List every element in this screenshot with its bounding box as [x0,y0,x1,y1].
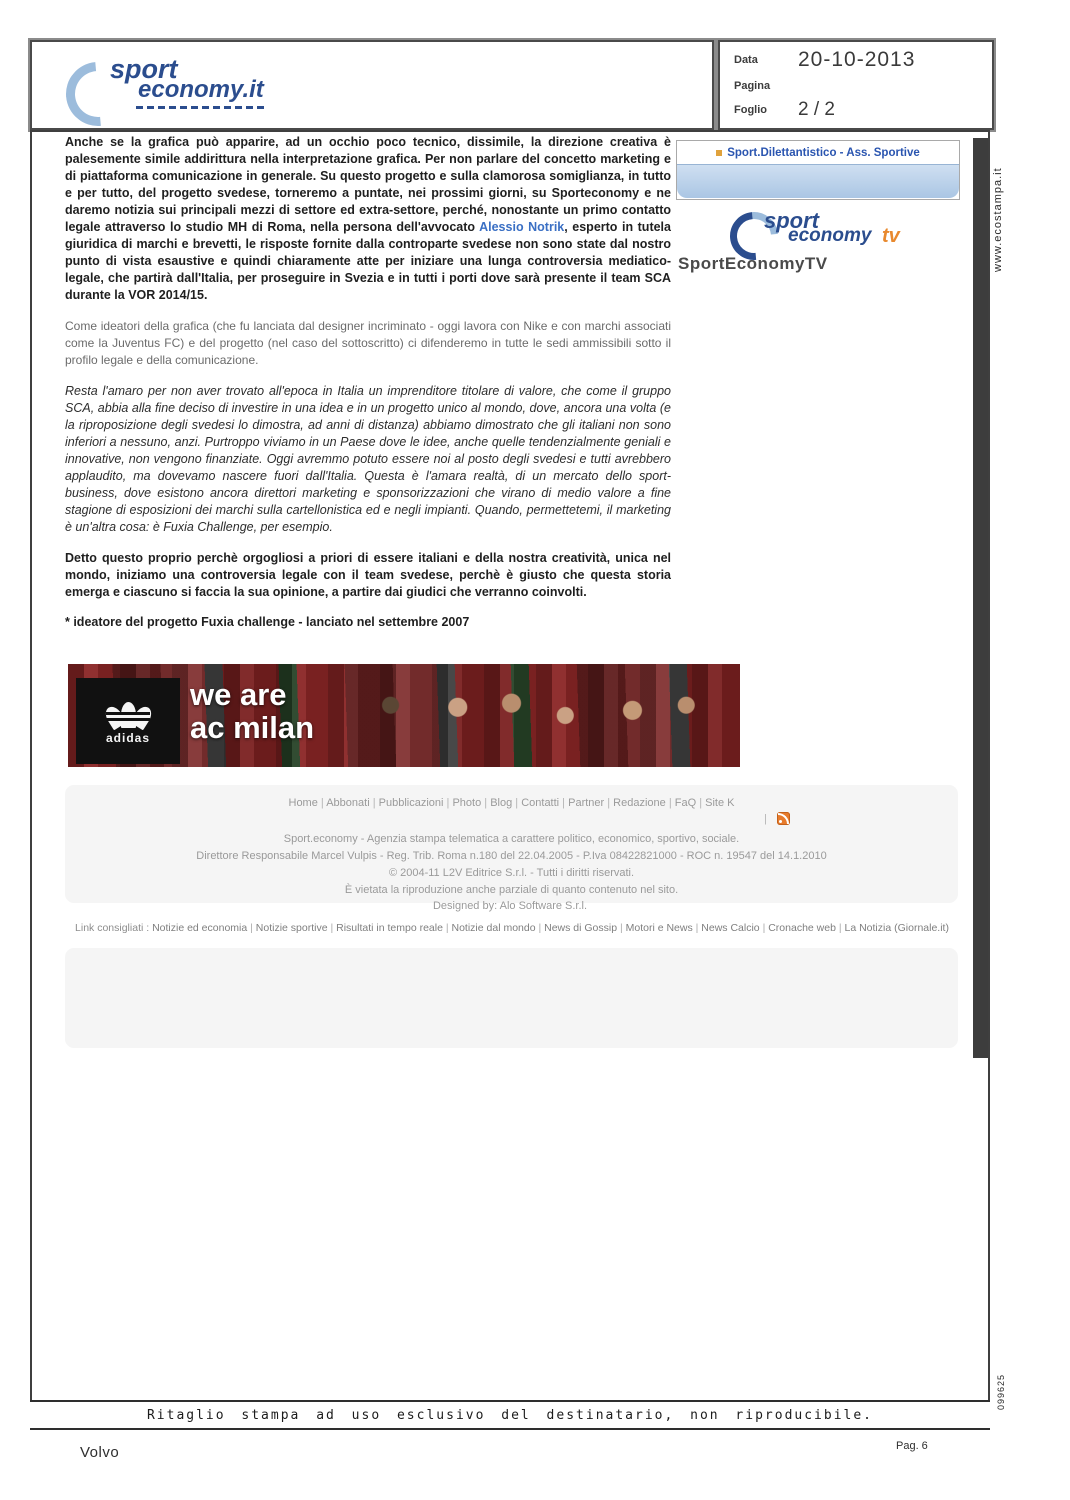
sporteconomytv-caption[interactable]: SportEconomyTV [678,254,828,273]
clipping-code-vertical: 099625 [996,1373,1006,1410]
client-name: Volvo [80,1444,120,1461]
footer-nav-link[interactable]: Home [288,797,318,809]
list-separator: | [481,797,491,809]
banner-slogan-line2: ac milan [190,710,315,745]
list-separator: | [512,797,522,809]
list-separator: | [604,797,614,809]
header-meta-box [718,40,994,130]
article-body [65,134,671,643]
list-separator: | [835,922,845,934]
suggested-link[interactable]: Notizie sportive [255,922,328,934]
suggested-link[interactable]: Notizie dal mondo [451,922,536,934]
rss-icon[interactable] [777,812,790,825]
footer-nav-link[interactable]: Redazione [613,797,666,809]
suggested-link[interactable]: Notizie ed economia [152,922,248,934]
list-separator: | [369,797,379,809]
list-separator: | [559,797,569,809]
suggested-links-list [152,922,949,934]
suggested-link[interactable]: Motori e News [625,922,693,934]
pagina-label: Pagina [734,80,771,92]
adidas-banner[interactable] [68,664,740,767]
suggested-link[interactable]: Cronache web [768,922,836,934]
category-link[interactable] [677,141,959,164]
category-box-panel [677,164,959,198]
logo-word-sport: sport [110,54,178,84]
adidas-logo-box [76,678,180,764]
footer-nav-link[interactable]: Pubblicazioni [378,797,444,809]
suggested-link[interactable]: La Notizia (Giornale.it) [844,922,949,934]
adidas-wordmark: adidas [105,730,150,745]
footer-nav-link[interactable]: Partner [568,797,605,809]
bullet-icon [716,150,722,156]
ecostampa-vertical-text: www.ecostampa.it [992,167,1004,272]
banner-slogan [190,678,314,744]
list-separator: | [696,797,706,809]
footer-nav-link[interactable]: Photo [452,797,482,809]
foglio-label: Foglio [734,104,767,116]
list-separator: | [759,922,769,934]
suggested-link[interactable]: News di Gossip [544,922,618,934]
article-paragraph-1 [65,134,671,304]
suggested-link[interactable]: News Calcio [701,922,760,934]
footer-nav-link[interactable]: FaQ [674,797,697,809]
tv-logo-word-sport: sport [764,208,819,233]
clipping-bar [973,138,988,1058]
article-footnote: * ideatore del progetto Fuxia challenge - lanciato nel settembre 2007 [65,615,470,629]
footer-legal-lines [65,831,958,899]
article-paragraph-3: Resta l'amaro per non aver trovato all'epoca in Italia un imprenditore titolare di valore, che come il gruppo SCA, abbia alla fine deciso di investire in una idea e in un progetto unico al mondo, dove, ancora una volta (e la riproposizione degli svedesi lo dimostra, ad anni di distanza) abbiamo dimostrato che gli italiani non sono inferiori a nessuno, anzi. Purtroppo viviamo in un Paese dove le idee, anche quelle tendenzialmente geniali e innovative, non vengono finanziate. Oggi avremmo potuto essere noi al posto degli svedesi e tutti avrebbero applaudito, ma dovevamo nascere fuori dall'Italia. Questa è l'amara realtà, di un mercato dello sport-business, dove esistono ancora direttori marketing e sponsorizzazioni che virano di medio valore a fine stagione di esposizioni dei marchi sulla cartellonistica ed e negli impianti. Quando, permettetemi, il marketing è un'altra cosa: è Fuxia Challenge, per esempio. [65,384,671,534]
ritaglio-text: Ritaglio stampa ad uso esclusivo del destinatario, non riproducibile. [146,1407,874,1423]
foglio-value: 2 / 2 [798,99,835,120]
lawyer-link[interactable]: Alessio Notrik [479,220,565,234]
list-separator: | [692,922,702,934]
designed-by-line: Designed by: Alo Software S.r.l. [432,900,588,912]
list-separator: | [442,922,452,934]
logo-word-economy: economy.it [138,76,264,103]
ritaglio-strip [30,1400,990,1430]
rss-row [65,812,958,825]
data-label: Data [734,54,758,66]
footer-nav-link[interactable]: Site K [705,797,735,809]
sporteconomy-logo [66,54,276,116]
footer-line: Sport.economy - Agenzia stampa telematica a carattere politico, economico, sportivo, sociale. [283,833,740,845]
footer-line: Direttore Responsabile Marcel Vulpis - Reg. Trib. Roma n.180 del 22.04.2005 - P.Iva 08422821000 - ROC n. 19547 del 14.1.2010 [196,850,827,862]
logo-underline [136,106,266,109]
category-link-label: Sport.Dilettantistico - Ass. Sportive [727,146,920,159]
list-separator: | [443,797,453,809]
rss-separator: | [764,812,767,825]
sporteconomytv-logo [730,208,920,254]
footer-nav-link[interactable]: Blog [490,797,513,809]
suggested-links-label: Link consigliati : [75,922,153,934]
list-separator: | [665,797,675,809]
article-paragraph-2: Come ideatori della grafica (che fu lanciata dal designer incriminato - oggi lavora con Nike e con marchi associati come la Juventus FC) e del progetto (nel caso del sottoscritto) ci difenderemo in tutte le sedi ammissibili sotto il profilo legale e della comunicazione. [65,319,671,367]
data-value: 20-10-2013 [798,48,916,71]
article-paragraph-4: Detto questo proprio perchè orgogliosi a priori di essere italiani e della nostra creatività, unica nel mondo, iniziamo una controversia legale con il team svedese, perchè è giusto che questa storia emerga e ciascuno si faccia la sua opinione, a partire dai giudici che verranno coinvolti. [65,551,671,599]
site-footer-box [65,785,958,903]
header-logo-box [30,40,714,130]
footer-line: © 2004-11 L2V Editrice S.r.l. - Tutti i diritti riservati. [388,867,635,879]
page-number: Pag. 6 [896,1440,928,1452]
footer-nav-link[interactable]: Contatti [521,797,560,809]
tv-logo-word-economy: economy [788,225,872,246]
article-p1-text: Anche se la grafica può apparire, ad un occhio poco tecnico, dissimile, la direzione creativa è palesemente simile addirittura nella interpretazione grafica. Per non parlare del concetto marketing e di piattaforma comunicazione in generale. Su questo progetto e sulla clamorosa somiglianza, in tutto e per tutto, del progetto svedese, torneremo a puntate, nei prossimi giorni, su Sporteconomy e ne daremo notizia sui principali mezzi di settore ed extra-settore, perché, nonostante un primo contatto legale attraverso lo studio MH di Roma, nella persona dell'avvocato [65,135,671,234]
banner-slogan-line1: we are [190,677,287,712]
footer-nav [65,785,958,809]
list-separator: | [247,922,256,934]
list-separator: | [535,922,545,934]
list-separator: | [317,797,327,809]
footer-empty-box [65,948,958,1048]
footer-line: È vietata la riproduzione anche parziale di quanto contenuto nel sito. [344,884,679,896]
suggested-links-row [68,922,956,934]
list-separator: | [327,922,337,934]
tv-logo-word-tv: tv [882,225,900,247]
adidas-trefoil-icon [106,698,150,728]
footer-nav-link[interactable]: Abbonati [326,797,370,809]
sidebar-category-box [676,140,960,200]
suggested-link[interactable]: Risultati in tempo reale [336,922,443,934]
main-content-frame [30,130,990,1402]
list-separator: | [617,922,626,934]
article-p1-text-after: , esperto in tutela giuridica di marchi e brevetti, le risposte fornite dalla controparte svedese non sono state dal nostro punto di vista esaustive e quindi chiaramente atte per iniziare una lunga controversia mediatico-legale, che partirà dall'Italia, per proseguire in Svezia e in tutti i porti dove sarà presente il team SCA durante la VOR 2014/15. [65,220,671,302]
